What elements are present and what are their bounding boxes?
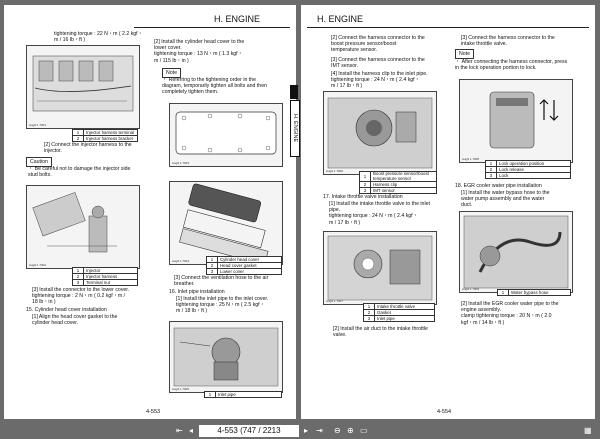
legend-num: 3 — [364, 316, 375, 322]
legend-num: 3 — [360, 188, 371, 194]
legend-num: 1 — [364, 304, 375, 310]
legend-num: 1 — [73, 130, 84, 136]
right-page-number: 4-554 — [437, 409, 452, 415]
legend-num: 3 — [73, 280, 84, 286]
legend-num: 2 — [73, 136, 84, 142]
note-text-right: ・ After connecting the harness connector, press in the lock operation portion to lock. — [455, 59, 568, 72]
fig2-label: Aug9 1 7002 — [29, 263, 47, 267]
figure-water-bypass — [459, 211, 573, 293]
step-harness-clip: [4] Install the harness clip to the inlet pipe. tightening torque : 24 N・m ( 2.4 kgf・ m / 17 lb・ft ) — [331, 71, 428, 90]
legend-row — [73, 280, 138, 286]
legend-fig-r1 — [359, 171, 437, 194]
legend-text: Injector — [84, 268, 138, 274]
legend-num: 1 — [498, 290, 509, 296]
figure-tightening-order — [169, 103, 283, 167]
step-18-1: [1] Install the water bypass hose to the water pump assembly and the water duct. — [461, 190, 550, 209]
legend-num: 1 — [360, 172, 371, 182]
legend-text: IMT sensor — [371, 188, 437, 194]
side-tab: H. ENGINE — [290, 100, 300, 157]
legend-num: 2 — [486, 167, 497, 173]
right-page-header — [307, 12, 589, 28]
legend-row — [364, 316, 435, 322]
right-header-title: H. ENGINE — [317, 14, 364, 24]
left-page-number: 4-553 — [146, 409, 161, 415]
fig-r4-label: Aug9 1 7009 — [462, 287, 480, 291]
legend-text: Cylinder head cover — [218, 257, 282, 263]
engine-illustration-2 — [27, 186, 139, 268]
fig-r3-label: Aug9 1 7008 — [462, 157, 480, 161]
fig-r1-label: Aug9 1 7006 — [326, 169, 344, 173]
legend-fig-r3 — [485, 160, 571, 179]
head-cover-illustration — [170, 182, 282, 264]
legend-text: Lock operation position — [497, 161, 571, 167]
step-connect-imt: [3] Connect the harness connector to the IMT sensor. — [331, 57, 425, 70]
zoom-in-icon[interactable]: ⊕ — [347, 426, 354, 435]
legend-row — [360, 172, 437, 182]
caution-text: ・ Be careful not to damage the injector side stud bolts. — [28, 166, 131, 179]
step-install-connector: [3] Install the connector to the lower cover. tightening torque : 2 N・m ( 0.2 kgf・m / 18 lb・in ) — [32, 287, 130, 306]
step-connect-boost: [2] Connect the harness connector to the boost pressure sensor/boost temperature sensor. — [331, 35, 425, 54]
legend-num: 1 — [207, 257, 218, 263]
legend-text: Injector harness bracket — [84, 136, 138, 142]
legend-row — [207, 269, 282, 275]
fig4-label: Aug9 1 7004 — [172, 259, 190, 263]
page-number-field[interactable]: 4-553 (747 / 2213 — [199, 425, 299, 437]
throttle-valve-illustration — [324, 232, 436, 304]
water-bypass-illustration — [460, 212, 572, 292]
note-label: Note — [162, 68, 181, 78]
legend-num: 3 — [486, 173, 497, 179]
legend-num: 2 — [360, 182, 371, 188]
legend-fig4 — [206, 256, 282, 275]
fit-page-icon[interactable]: ▭ — [360, 426, 368, 435]
legend-num: 1 — [73, 268, 84, 274]
legend-text: Inlet pipe — [375, 316, 435, 322]
engine-illustration-1 — [27, 46, 139, 128]
grid-view-icon[interactable]: ▦ — [584, 426, 592, 435]
note-label-right: Note — [455, 49, 474, 59]
tightening-diagram — [170, 104, 282, 166]
left-page — [4, 5, 296, 419]
legend-text: Terminal nut — [84, 280, 138, 286]
step-18-heading: 18. EGR cooler water pipe installation — [455, 183, 542, 189]
right-page — [301, 5, 595, 419]
step-16-heading: 16. Inlet pipe installation — [169, 289, 225, 295]
legend-row — [486, 173, 571, 179]
step-connect-throttle: [3] Connect the harness connector to the intake throttle valve. — [461, 35, 555, 48]
legend-fig1 — [72, 129, 138, 142]
figure-head-cover — [169, 181, 283, 265]
legend-text: Head cover gasket — [218, 263, 282, 269]
step-18-2: [2] Install the EGR cooler water pipe to the engine assembly. clamp tightening torque : 20 N・m ( 2.0 kgf・m / 14 lb・ft ) — [461, 301, 559, 326]
figure-injector-harness — [26, 45, 140, 129]
legend-fig-r2 — [363, 303, 435, 322]
legend-row — [73, 136, 138, 142]
fig5-label: Aug9 1 7005 — [172, 387, 190, 391]
figure-injector — [26, 185, 140, 269]
legend-text: Injector harness terminal — [84, 130, 138, 136]
step-install-head-cover: [2] Install the cylinder head cover to the lower cover. tightening torque : 13 N・m ( 1.3 kgf・ m / 115 lb・in ) — [154, 39, 245, 64]
left-header-title: H. ENGINE — [214, 14, 261, 24]
legend-text: Lock — [497, 173, 571, 179]
legend-num: 1 — [486, 161, 497, 167]
step-connect-injector: [2] Connect the injector harness to the injector. — [44, 142, 132, 155]
step-17-heading: 17. Intake throttle valve installation — [323, 194, 403, 200]
legend-row — [360, 188, 437, 194]
legend-text: Lower cover — [218, 269, 282, 275]
left-page-header — [134, 12, 290, 28]
legend-num: 2 — [364, 310, 375, 316]
figure-throttle-valve — [323, 231, 437, 305]
step-15-heading: 15. Cylinder head cover installation — [26, 307, 107, 313]
legend-text: Water bypass hose — [509, 290, 571, 296]
next-page-button[interactable]: ▸ — [304, 426, 309, 435]
first-page-button[interactable]: ⇤ — [176, 426, 183, 435]
note-text: ・ Referring to the tightening order in the diagram, temporarily tighten all bolts and then completely tighten them. — [162, 77, 267, 96]
legend-text: Harness clip — [371, 182, 437, 188]
figure-inlet-pipe — [169, 321, 283, 393]
legend-num: 1 — [205, 392, 216, 398]
figure-boost-sensor — [323, 91, 437, 175]
lock-illustration — [460, 80, 572, 162]
step-17-1: [1] Install the intake throttle valve to the inlet pipe. tightening torque : 24 N・m ( 2.4 kgf・ m / 17 lb・ft ) — [329, 201, 430, 226]
last-page-button[interactable]: ⇥ — [316, 426, 323, 435]
viewer-toolbar — [0, 424, 600, 439]
fig1-label: Aug9 1 7001 — [29, 123, 47, 127]
legend-num: 3 — [207, 269, 218, 275]
figure-lock-operation — [459, 79, 573, 163]
legend-row — [205, 392, 282, 398]
prev-page-button[interactable]: ◂ — [189, 426, 194, 435]
legend-num: 2 — [207, 263, 218, 269]
fig-r2-label: Aug9 1 7007 — [326, 299, 344, 303]
legend-fig-r4 — [497, 289, 571, 296]
legend-text: Boost pressure sensor/boost temperature sensor — [371, 172, 437, 182]
step-15-1: [1] Align the head cover gasket to the cylinder head cover. — [32, 314, 118, 327]
side-tab-marker — [290, 85, 298, 99]
inlet-pipe-illustration — [170, 322, 282, 392]
boost-sensor-illustration — [324, 92, 436, 174]
step-16-1: [1] Install the inlet pipe to the inlet cover. tightening torque : 25 N・m ( 2.5 kgf・ m / 18 lb・ft ) — [176, 296, 269, 315]
legend-text: Injector harness — [84, 274, 138, 280]
step-ventilation-hose: [3] Connect the ventilation hose to the air breather. — [174, 275, 269, 288]
step-17-2: [2] Install the air duct to the intake throttle valve. — [333, 326, 428, 339]
legend-num: 2 — [73, 274, 84, 280]
legend-text: Intake throttle valve — [375, 304, 435, 310]
left-top-text: tightening torque : 22 N・m ( 2.2 kgf・ m / 16 lb・ft ) — [54, 31, 143, 44]
legend-text: Lock release — [497, 167, 571, 173]
legend-text: Inlet pipe — [216, 392, 282, 398]
zoom-out-icon[interactable]: ⊖ — [334, 426, 341, 435]
legend-fig5 — [204, 391, 282, 398]
caution-label: Caution — [26, 157, 52, 167]
legend-fig2 — [72, 267, 138, 286]
fig3-label: Aug9 1 7003 — [172, 161, 190, 165]
legend-text: Gasket — [375, 310, 435, 316]
legend-row — [498, 290, 571, 296]
